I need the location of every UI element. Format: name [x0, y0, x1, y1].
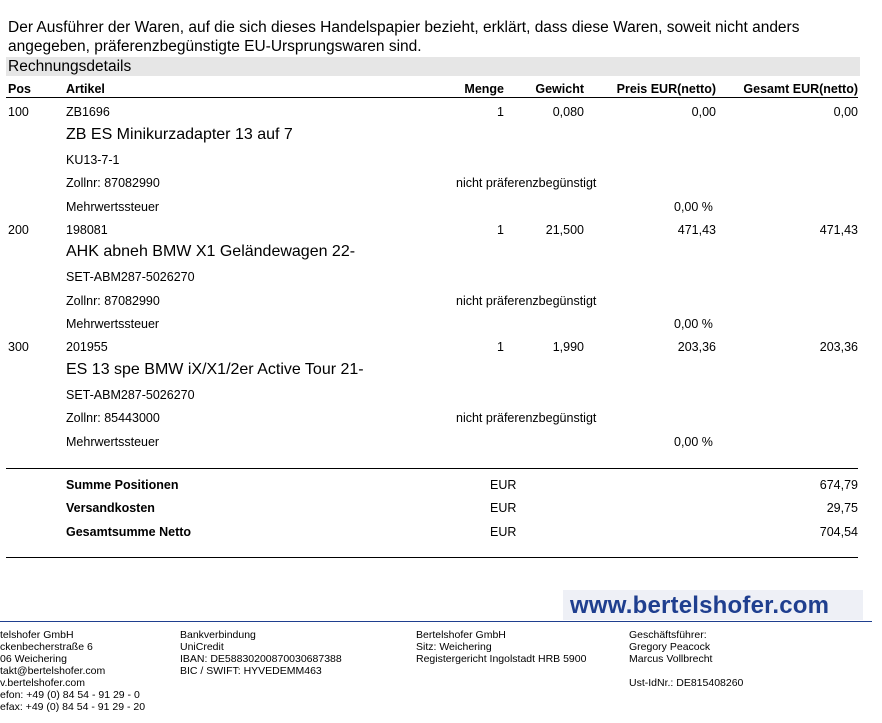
totals-currency: EUR [490, 478, 517, 492]
item-name: ES 13 spe BMW iX/X1/2er Active Tour 21- [66, 361, 364, 378]
totals-bottom-divider [6, 557, 858, 558]
website-link[interactable]: www.bertelshofer.com [570, 592, 830, 619]
item-preference-status: nicht präferenzbegünstigt [456, 294, 597, 308]
col-header-preis: Preis EUR(netto) [616, 82, 716, 96]
col-header-menge: Menge [464, 82, 504, 96]
item-customs-number: Zollnr: 87082990 [66, 294, 160, 308]
item-pos: 100 [8, 105, 29, 119]
col-header-artikel: Artikel [66, 82, 105, 96]
item-total: 471,43 [819, 223, 858, 237]
item-vat-label: Mehrwertssteuer [66, 317, 160, 331]
website-underline [0, 621, 872, 622]
item-article-number: 201955 [66, 340, 108, 354]
footer-bank-details: Bankverbindung UniCredit IBAN: DE58830200870030687388 BIC / SWIFT: HYVEDEMM463 [180, 629, 342, 677]
item-reference: KU13-7-1 [66, 153, 120, 167]
item-quantity: 1 [497, 105, 504, 119]
item-vat-label: Mehrwertssteuer [66, 200, 160, 214]
totals-value: 29,75 [826, 501, 858, 515]
item-preference-status: nicht präferenzbegünstigt [456, 176, 597, 190]
item-quantity: 1 [497, 340, 504, 354]
item-price: 0,00 [691, 105, 716, 119]
item-vat-label: Mehrwertssteuer [66, 435, 160, 449]
item-name: AHK abneh BMW X1 Geländewagen 22- [66, 243, 356, 260]
totals-label: Gesamtsumme Netto [66, 525, 192, 539]
totals-value: 704,54 [819, 525, 858, 539]
totals-currency: EUR [490, 501, 517, 515]
item-pos: 200 [8, 223, 29, 237]
item-quantity: 1 [497, 223, 504, 237]
totals-value: 674,79 [819, 478, 858, 492]
totals-label: Versandkosten [66, 501, 155, 515]
item-total: 0,00 [833, 105, 858, 119]
totals-label: Summe Positionen [66, 478, 179, 492]
item-vat-rate: 0,00 % [674, 317, 713, 331]
item-name: ZB ES Minikurzadapter 13 auf 7 [66, 126, 293, 143]
item-weight: 1,990 [552, 340, 584, 354]
item-price: 203,36 [677, 340, 716, 354]
item-total: 203,36 [819, 340, 858, 354]
header-divider [6, 97, 858, 98]
item-article-number: ZB1696 [66, 105, 110, 119]
item-reference: SET-ABM287-5026270 [66, 270, 195, 284]
col-header-gesamt: Gesamt EUR(netto) [743, 82, 858, 96]
section-title: Rechnungsdetails [6, 57, 860, 76]
item-customs-number: Zollnr: 85443000 [66, 411, 160, 425]
col-header-gewicht: Gewicht [535, 82, 584, 96]
totals-currency: EUR [490, 525, 517, 539]
item-customs-number: Zollnr: 87082990 [66, 176, 160, 190]
item-preference-status: nicht präferenzbegünstigt [456, 411, 597, 425]
item-vat-rate: 0,00 % [674, 200, 713, 214]
item-weight: 0,080 [552, 105, 584, 119]
footer-company-address: telshofer GmbH ckenbecherstraße 6 06 Weichering takt@bertelshofer.com v.bertelshofer.com efon: +49 (0) 84 54 - 91 29 - 0 efax: +49 (0) 84 54 - 91 29 - 20 [0, 629, 146, 713]
item-pos: 300 [8, 340, 29, 354]
item-weight: 21,500 [545, 223, 584, 237]
totals-divider [6, 468, 858, 469]
col-header-pos: Pos [8, 82, 31, 96]
footer-registry: Bertelshofer GmbH Sitz: Weichering Registergericht Ingolstadt HRB 5900 [416, 629, 587, 665]
item-article-number: 198081 [66, 223, 108, 237]
item-reference: SET-ABM287-5026270 [66, 388, 195, 402]
item-vat-rate: 0,00 % [674, 435, 713, 449]
exporter-declaration: Der Ausführer der Waren, auf die sich dieses Handelspapier bezieht, erklärt, dass diese Waren, soweit nicht anders angegeben, präferenzbegünstigte EU-Ursprungswaren sind. [8, 19, 800, 55]
item-price: 471,43 [677, 223, 716, 237]
footer-management: Geschäftsführer: Gregory Peacock Marcus Vollbrecht Ust-IdNr.: DE815408260 [629, 629, 744, 689]
